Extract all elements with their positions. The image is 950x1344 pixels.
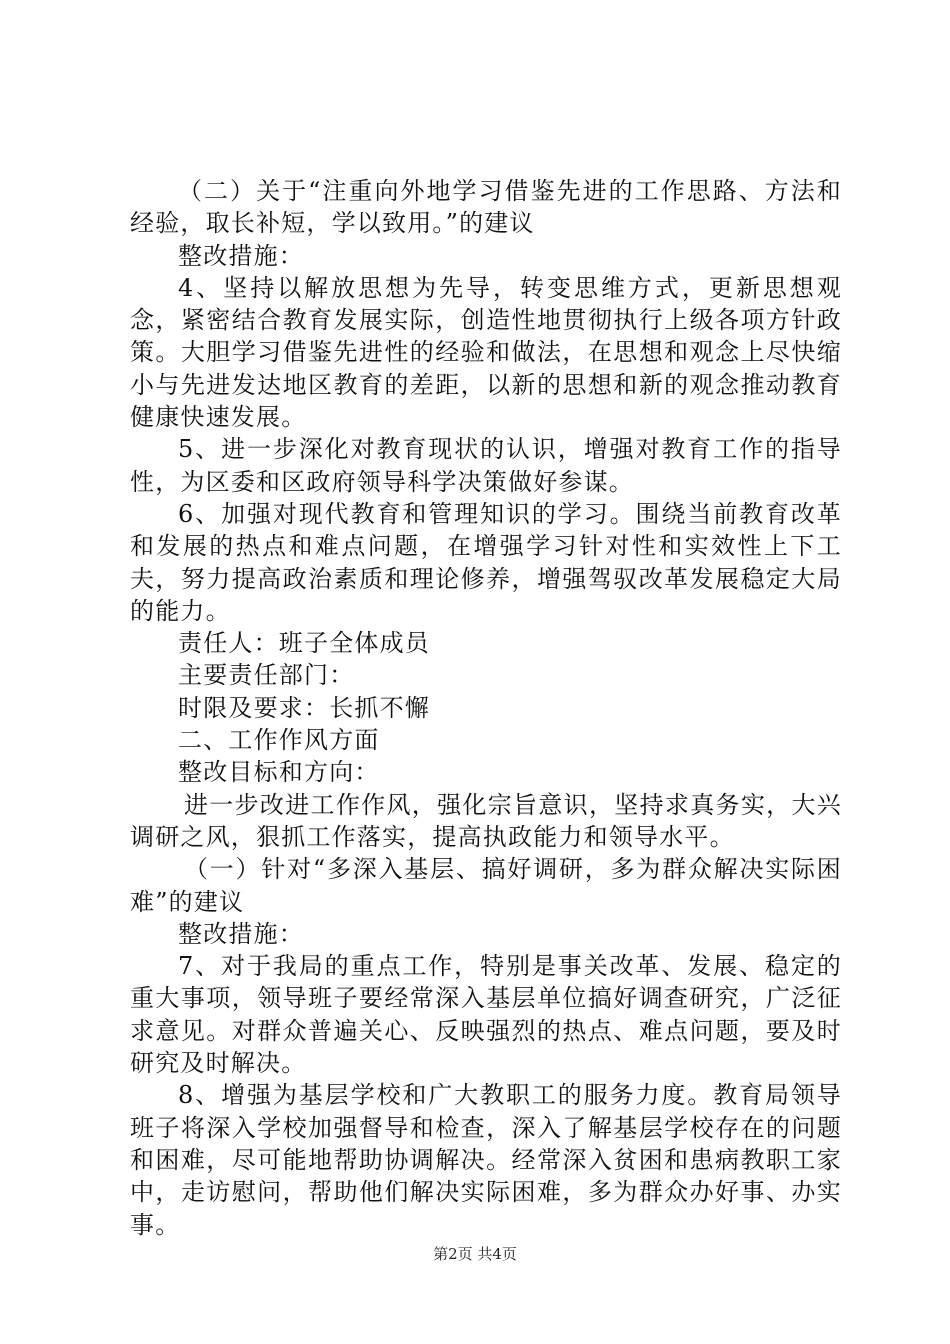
section-heading-work-style: 二、工作作风方面	[178, 726, 380, 755]
section-heading-2: （二）关于“注重向外地学习借鉴先进的工作思路、方法和经验，取长补短，学以致用。”的建议	[130, 177, 842, 238]
paragraph-item-6: 6、加强对现代教育和管理知识的学习。围绕当前教育改革和发展的热点和难点问题，在增强学习针对性和实效性上下工夫，努力提高政治素质和理论修养，增强驾驭改革发展稳定大局的能力。	[130, 499, 842, 625]
paragraph-item-4: 4、坚持以解放思想为先导，转变思维方式，更新思想观念，紧密结合教育发展实际，创造性地贯彻执行上级各项方针政策。大胆学习借鉴先进性的经验和做法，在思想和观念上尽快缩小与先进发达地区教育的差距，以新的思想和新的观念推动教育健康快速发展。	[130, 273, 842, 432]
measures-label: 整改措施：	[178, 241, 304, 270]
paragraph-item-5: 5、进一步深化对教育现状的认识，增强对教育工作的指导性，为区委和区政府领导科学决策做好参谋。	[130, 435, 842, 496]
paragraph-item-7: 7、对于我局的重点工作，特别是事关改革、发展、稳定的重大事项，领导班子要经常深入基层单位搞好调查研究，广泛征求意见。对群众普遍关心、反映强烈的热点、难点问题，要及时研究及时解决。	[130, 952, 842, 1078]
document-body	[130, 175, 842, 1241]
paragraph-item-8: 8、增强为基层学校和广大教职工的服务力度。教育局领导班子将深入学校加强督导和检查，深入了解基层学校存在的问题和困难，尽可能地帮助协调解决。经常深入贫困和患病教职工家中，走访慰问，帮助他们解决实际困难，多为群众办好事、办实事。	[130, 1081, 842, 1239]
goal-label: 整改目标和方向：	[178, 758, 380, 787]
deadline-requirement: 时限及要求：长抓不懈	[178, 693, 430, 722]
responsible-department: 主要责任部门：	[178, 661, 355, 690]
responsible-person: 责任人：班子全体成员	[178, 629, 430, 658]
page-footer: 第2页 共4页	[433, 1245, 517, 1263]
measures-label-2: 整改措施：	[178, 919, 304, 948]
section-heading-1: （一）针对“多深入基层、搞好调研，多为群众解决实际困难”的建议	[130, 855, 842, 916]
goal-text: 进一步改进工作作风，强化宗旨意识，坚持求真务实，大兴调研之风，狠抓工作落实，提高执政能力和领导水平。	[130, 790, 842, 851]
